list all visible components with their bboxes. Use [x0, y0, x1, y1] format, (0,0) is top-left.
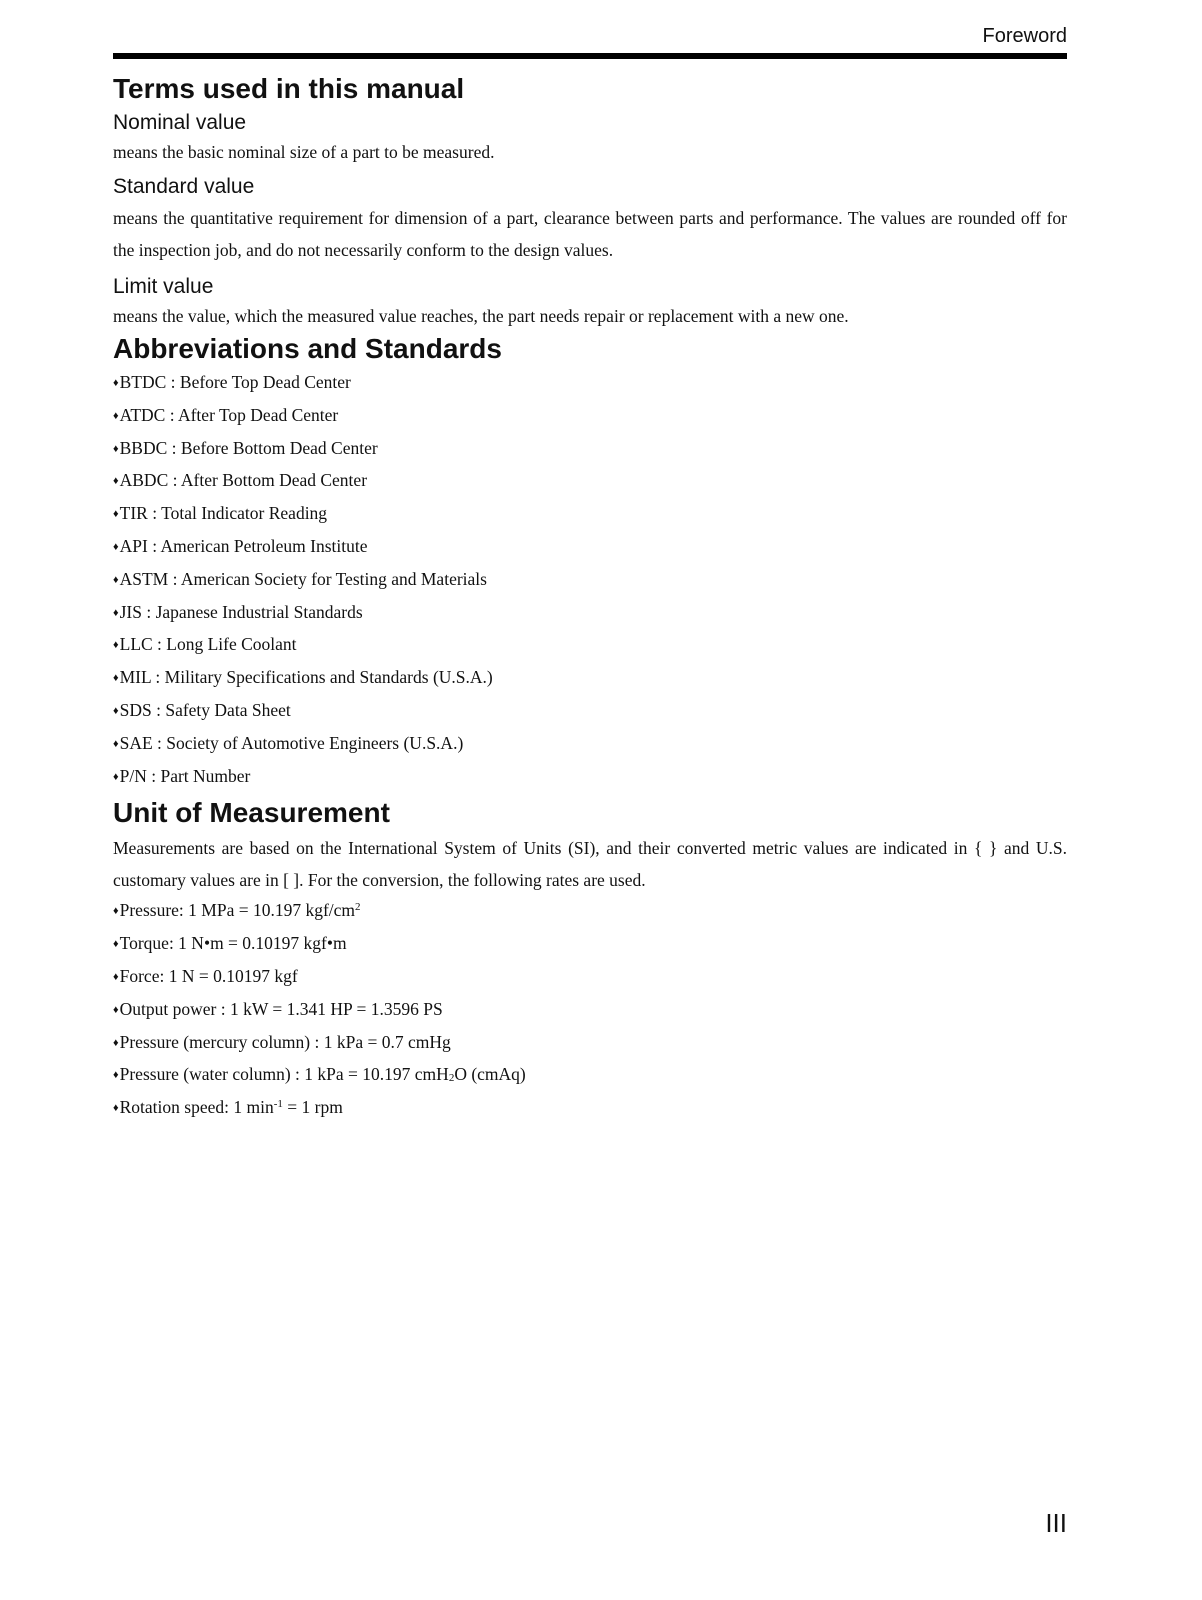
limit-value-heading: Limit value [113, 275, 214, 298]
diamond-bullet-icon: ♦ [113, 1069, 119, 1082]
abbreviation-item: ♦JIS : Japanese Industrial Standards [113, 601, 363, 622]
abbreviation-item: ♦LLC : Long Life Coolant [113, 634, 297, 655]
units-heading: Unit of Measurement [113, 797, 390, 829]
manual-page [113, 0, 1067, 1600]
conversion-item-pressure-water: ♦Pressure (water column) : 1 kPa = 10.197 cmH$_2$O (cmAq) [113, 1064, 526, 1085]
diamond-bullet-icon: ♦ [113, 409, 119, 422]
conversion-list [113, 896, 1067, 1126]
diamond-bullet-icon: ♦ [113, 970, 119, 983]
limit-value-text: means the value, which the measured value reaches, the part needs repair or replacement with a new one. [113, 306, 849, 326]
conversion-item-pressure: ♦Pressure: 1 MPa = 10.197 kgf/$cm^2$ [113, 900, 361, 921]
abbreviation-item: ♦TIR : Total Indicator Reading [113, 503, 328, 524]
abbreviation-item: ♦ASTM : American Society for Testing and Materials [113, 568, 487, 589]
page-number: III [1045, 1508, 1067, 1538]
conversion-item-rotation-speed: ♦Rotation speed: 1 $\min^{-1} = 1$ rpm [113, 1097, 343, 1118]
diamond-bullet-icon: ♦ [113, 704, 119, 717]
diamond-bullet-icon: ♦ [113, 377, 119, 389]
abbreviation-item: ♦BBDC : Before Bottom Dead Center [113, 437, 378, 458]
running-head: Foreword [982, 25, 1067, 47]
terms-heading: Terms used in this manual [113, 73, 465, 104]
standard-value-text: means the quantitative requirement for dimension of a part, clearance between parts and performance. The values are rounded off for the inspection job, and do not necessarily conform to the design values. [113, 208, 1067, 260]
abbreviation-item: ♦ABDC : After Bottom Dead Center [113, 470, 368, 491]
diamond-bullet-icon: ♦ [113, 606, 119, 619]
diamond-bullet-icon: ♦ [113, 540, 119, 553]
diamond-bullet-icon: ♦ [113, 770, 119, 783]
diamond-bullet-icon: ♦ [113, 905, 119, 918]
conversion-item-force: ♦Force: 1 N = 0.10197 kgf [113, 965, 298, 986]
nominal-value-heading: Nominal value [113, 111, 247, 134]
conversion-item-pressure-mercury: ♦Pressure (mercury column) : 1 kPa = 0.7 cmHg [113, 1031, 451, 1052]
diamond-bullet-icon: ♦ [113, 442, 119, 455]
abbreviation-item: ♦SAE : Society of Automotive Engineers (U.S.A.) [113, 732, 464, 753]
abbreviations-list [113, 368, 1067, 794]
header-rule [113, 53, 1067, 59]
diamond-bullet-icon: ♦ [113, 508, 119, 521]
diamond-bullet-icon: ♦ [113, 573, 119, 586]
conversion-item-torque: ♦Torque: 1 N•m = 0.10197 kgf•m [113, 933, 347, 954]
nominal-value-text: means the basic nominal size of a part to be measured. [113, 142, 495, 162]
diamond-bullet-icon: ♦ [113, 938, 119, 951]
diamond-bullet-icon: ♦ [113, 672, 119, 685]
units-intro-text: Measurements are based on the International System of Units (SI), and their converted metric values are indicated in { } and U.S. customary values are in [ ]. For the conversion, the following rates are used. [113, 838, 1067, 891]
abbreviation-item: ♦ATDC : After Top Dead Center [113, 404, 339, 425]
abbreviation-item: ♦BTDC : Before Top Dead Center [113, 372, 351, 392]
diamond-bullet-icon: ♦ [113, 1102, 119, 1115]
abbreviation-item: ♦API : American Petroleum Institute [113, 535, 368, 556]
conversion-item-output-power: ♦Output power : 1 kW = 1.341 HP = 1.3596 PS [113, 998, 443, 1019]
abbreviation-item: ♦P/N : Part Number [113, 765, 251, 786]
diamond-bullet-icon: ♦ [113, 737, 119, 750]
page-content [113, 70, 1067, 1126]
diamond-bullet-icon: ♦ [113, 1003, 119, 1016]
diamond-bullet-icon: ♦ [113, 1036, 119, 1049]
abbreviations-heading: Abbreviations and Standards [113, 333, 502, 364]
abbreviation-item: ♦MIL : Military Specifications and Standards (U.S.A.) [113, 667, 493, 688]
abbreviation-item: ♦SDS : Safety Data Sheet [113, 699, 291, 720]
diamond-bullet-icon: ♦ [113, 475, 119, 488]
standard-value-heading: Standard value [113, 175, 255, 198]
diamond-bullet-icon: ♦ [113, 639, 119, 652]
